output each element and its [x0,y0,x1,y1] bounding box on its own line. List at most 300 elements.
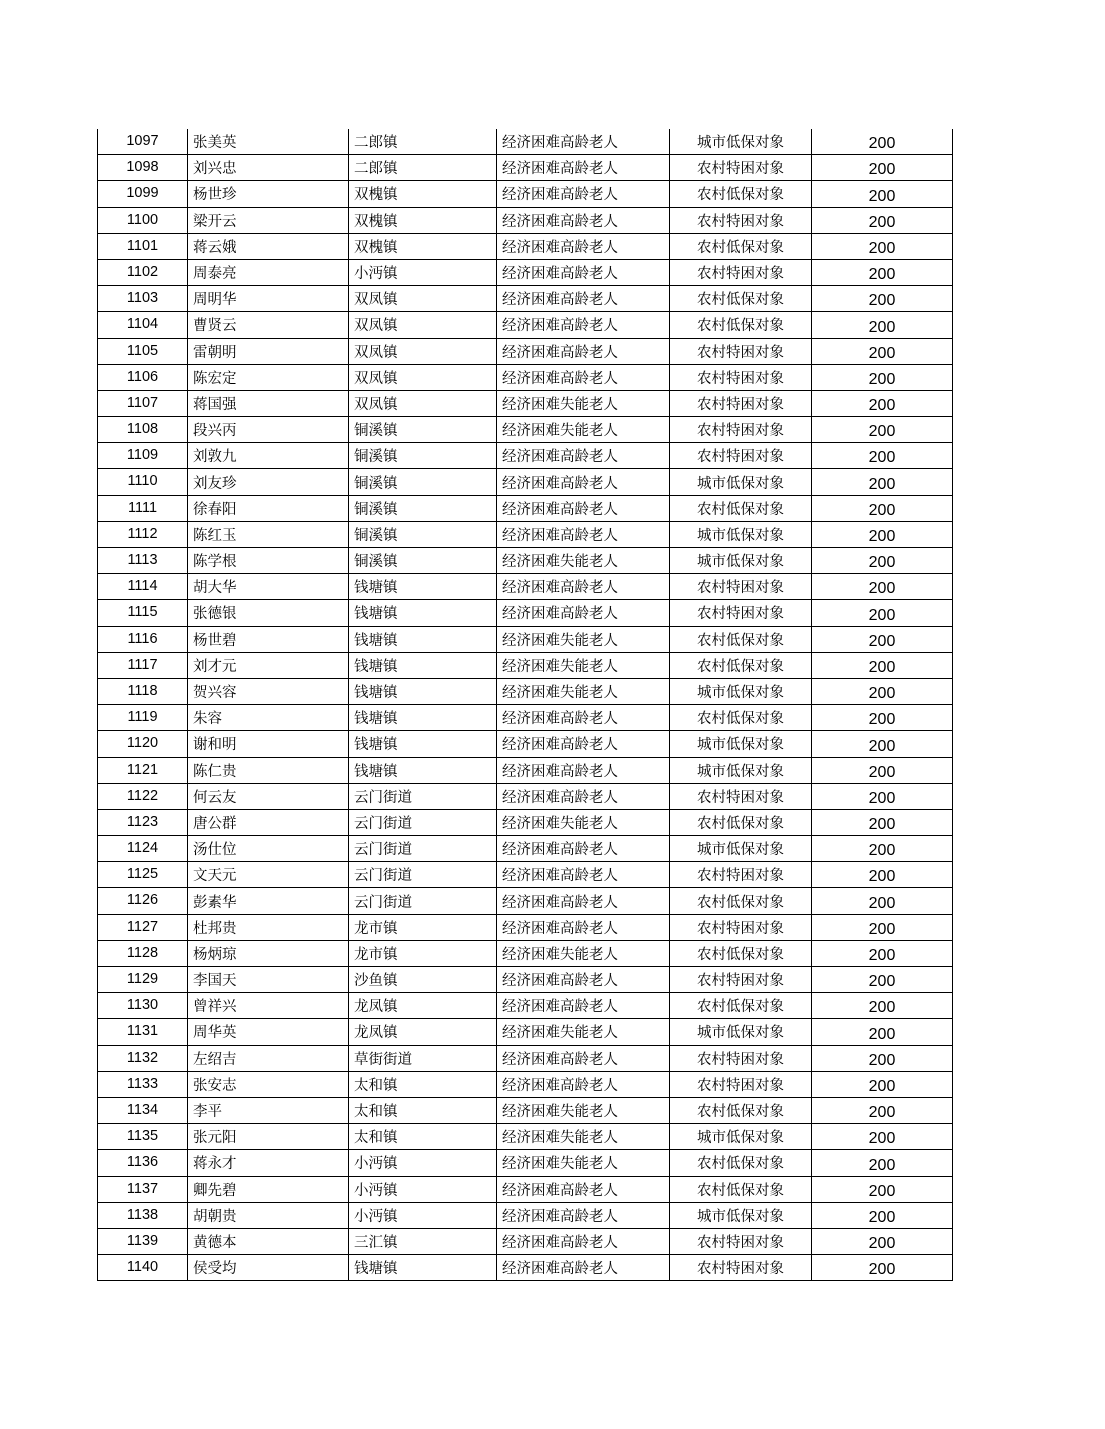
recipient-type-cell: 农村特困对象 [670,390,812,416]
category-cell: 经济困难高龄老人 [497,207,670,233]
amount-cell: 200 [812,548,953,574]
category-cell: 经济困难失能老人 [497,1019,670,1045]
name-cell: 曹贤云 [188,312,349,338]
amount-cell: 200 [868,1261,896,1279]
category-cell: 经济困难失能老人 [497,940,670,966]
category-cell: 经济困难失能老人 [497,1150,670,1176]
amount-cell: 200 [812,626,953,652]
recipient-type-cell: 农村特困对象 [670,1228,812,1254]
town-cell: 太和镇 [349,1071,497,1097]
amount-cell: 200 [812,967,953,993]
category-cell: 经济困难高龄老人 [497,993,670,1019]
table-row [98,469,953,495]
town-cell: 铜溪镇 [349,548,497,574]
town-cell: 钱塘镇 [349,626,497,652]
amount-cell: 200 [812,836,953,862]
table-row [98,1124,953,1150]
name-cell: 朱容 [188,705,349,731]
name-cell: 徐春阳 [188,495,349,521]
name-cell: 蒋国强 [188,390,349,416]
town-cell: 钱塘镇 [349,757,497,783]
category-cell: 经济困难高龄老人 [497,443,670,469]
name-cell: 张安志 [188,1071,349,1097]
town-cell: 沙鱼镇 [349,967,497,993]
row-number-cell: 1099 [98,181,188,207]
category-cell: 经济困难高龄老人 [497,705,670,731]
recipient-type-cell: 农村特困对象 [670,862,812,888]
amount-cell: 200 [812,862,953,888]
category-cell: 经济困难失能老人 [497,417,670,443]
recipient-type-cell: 农村低保对象 [670,888,812,914]
amount-cell: 200 [812,783,953,809]
name-cell: 周泰亮 [188,259,349,285]
row-number-cell: 1136 [98,1150,188,1176]
row-number-cell: 1122 [98,783,188,809]
row-number-cell: 1124 [98,836,188,862]
amount-cell: 200 [812,809,953,835]
row-number-cell: 1132 [98,1045,188,1071]
row-number-cell: 1114 [98,574,188,600]
category-cell: 经济困难高龄老人 [497,783,670,809]
table-row [98,757,953,783]
table-row [98,1202,953,1228]
town-cell: 龙市镇 [349,914,497,940]
table-row [98,836,953,862]
row-number-cell: 1126 [98,888,188,914]
recipient-type-cell: 农村特困对象 [670,155,812,181]
recipient-type-cell: 农村低保对象 [670,1150,812,1176]
table-row [98,521,953,547]
category-cell: 经济困难高龄老人 [497,862,670,888]
recipient-type-cell: 城市低保对象 [670,678,812,704]
row-number-cell: 1104 [98,312,188,338]
amount-cell: 200 [812,574,953,600]
amount-cell: 200 [812,417,953,443]
name-cell: 卿先碧 [188,1176,349,1202]
category-cell: 经济困难高龄老人 [497,521,670,547]
table-row [98,967,953,993]
name-cell: 文天元 [188,862,349,888]
name-cell: 陈仁贵 [188,757,349,783]
amount-cell: 200 [812,1019,953,1045]
table-row [98,338,953,364]
category-cell: 经济困难失能老人 [497,809,670,835]
recipient-type-cell: 农村特困对象 [670,364,812,390]
name-cell: 李国天 [188,967,349,993]
recipient-type-cell: 城市低保对象 [670,1019,812,1045]
town-cell: 钱塘镇 [349,574,497,600]
recipient-type-cell: 城市低保对象 [670,548,812,574]
name-cell: 周华英 [188,1019,349,1045]
recipient-type-cell: 农村特困对象 [670,914,812,940]
amount-cell: 200 [812,129,953,155]
recipient-type-cell: 城市低保对象 [670,1202,812,1228]
row-number-cell: 1112 [98,521,188,547]
table-row [98,495,953,521]
amount-cell: 200 [812,757,953,783]
name-cell: 陈红玉 [188,521,349,547]
town-cell: 铜溪镇 [349,443,497,469]
amount-cell: 200 [812,993,953,1019]
recipient-type-cell: 农村低保对象 [670,181,812,207]
amount-cell: 200 [812,469,953,495]
town-cell: 云门街道 [349,836,497,862]
category-cell: 经济困难高龄老人 [497,312,670,338]
amount-cell: 200 [812,1124,953,1150]
row-number-cell: 1131 [98,1019,188,1045]
table-row [98,207,953,233]
town-cell: 小沔镇 [349,1150,497,1176]
town-cell: 钱塘镇 [349,731,497,757]
category-cell: 经济困难高龄老人 [497,181,670,207]
category-cell: 经济困难高龄老人 [497,757,670,783]
row-number-cell: 1105 [98,338,188,364]
row-number-cell: 1130 [98,993,188,1019]
name-cell: 贺兴容 [188,678,349,704]
town-cell: 铜溪镇 [349,495,497,521]
row-number-cell: 1134 [98,1097,188,1123]
town-cell: 双凤镇 [349,338,497,364]
amount-cell: 200 [812,678,953,704]
recipient-type-cell: 农村低保对象 [670,1176,812,1202]
category-cell: 经济困难失能老人 [497,678,670,704]
row-number-cell: 1135 [98,1124,188,1150]
category-cell: 经济困难高龄老人 [497,1071,670,1097]
amount-cell: 200 [812,914,953,940]
amount-cell: 200 [812,940,953,966]
recipient-type-cell: 农村低保对象 [670,652,812,678]
recipient-type-cell: 城市低保对象 [670,129,812,155]
row-number-cell: 1128 [98,940,188,966]
category-cell: 经济困难失能老人 [497,1097,670,1123]
name-cell: 张美英 [188,129,349,155]
category-cell: 经济困难高龄老人 [497,233,670,259]
name-cell: 谢和明 [188,731,349,757]
table-row [98,731,953,757]
amount-cell: 200 [812,1202,953,1228]
recipient-type-cell: 农村低保对象 [670,940,812,966]
amount-cell: 200 [812,338,953,364]
amount-cell: 200 [812,1097,953,1123]
amount-cell: 200 [812,259,953,285]
table-row [98,652,953,678]
name-cell: 张元阳 [188,1124,349,1150]
row-number-cell: 1100 [98,207,188,233]
row-number-cell: 1103 [98,286,188,312]
category-cell: 经济困难高龄老人 [497,1176,670,1202]
recipient-type-cell: 农村特困对象 [670,207,812,233]
table-row [98,417,953,443]
amount-cell: 200 [812,521,953,547]
name-cell: 梁开云 [188,207,349,233]
row-number-cell: 1123 [98,809,188,835]
row-number-cell: 1113 [98,548,188,574]
row-number-cell: 1109 [98,443,188,469]
row-number-cell: 1116 [98,626,188,652]
name-cell: 何云友 [188,783,349,809]
recipient-type-cell: 农村特困对象 [670,1045,812,1071]
name-cell: 唐公群 [188,809,349,835]
amount-cell: 200 [812,1176,953,1202]
name-cell: 刘敦九 [188,443,349,469]
recipient-type-cell: 农村低保对象 [670,286,812,312]
table-row [98,940,953,966]
amount-cell: 200 [812,600,953,626]
row-number-cell: 1118 [98,678,188,704]
town-cell: 三汇镇 [349,1228,497,1254]
recipient-type-cell: 农村特困对象 [670,574,812,600]
name-cell: 陈学根 [188,548,349,574]
town-cell: 双槐镇 [349,207,497,233]
table-row [98,1097,953,1123]
name-cell: 彭素华 [188,888,349,914]
town-cell: 双槐镇 [349,233,497,259]
name-cell: 雷朝明 [188,338,349,364]
town-cell: 钱塘镇 [349,1255,497,1281]
row-number-cell: 1139 [98,1228,188,1254]
amount-cell: 200 [812,1228,953,1254]
row-number-cell: 1120 [98,731,188,757]
town-cell: 双凤镇 [349,390,497,416]
row-number-cell: 1137 [98,1176,188,1202]
table-row [98,1150,953,1176]
table-row [98,914,953,940]
name-cell: 陈宏定 [188,364,349,390]
recipient-type-cell: 农村特困对象 [670,1071,812,1097]
town-cell: 太和镇 [349,1124,497,1150]
category-cell: 经济困难高龄老人 [497,364,670,390]
town-cell: 双凤镇 [349,286,497,312]
row-number-cell: 1119 [98,705,188,731]
row-number-cell: 1110 [98,469,188,495]
town-cell: 双槐镇 [349,181,497,207]
table-row [98,626,953,652]
recipient-type-cell: 城市低保对象 [670,469,812,495]
row-number-cell: 1138 [98,1202,188,1228]
table-row [98,574,953,600]
amount-cell: 200 [812,364,953,390]
table-row [98,705,953,731]
recipient-type-cell: 农村低保对象 [670,626,812,652]
table-row [98,600,953,626]
category-cell: 经济困难高龄老人 [497,259,670,285]
table-row [98,1019,953,1045]
amount-cell: 200 [812,390,953,416]
town-cell: 云门街道 [349,809,497,835]
town-cell: 铜溪镇 [349,417,497,443]
town-cell: 二郎镇 [349,155,497,181]
recipient-type-cell: 农村特困对象 [670,338,812,364]
recipient-type-cell: 农村特困对象 [670,967,812,993]
table-row [98,993,953,1019]
town-cell: 云门街道 [349,862,497,888]
amount-cell: 200 [812,652,953,678]
town-cell: 草街街道 [349,1045,497,1071]
row-number-cell: 1117 [98,652,188,678]
recipient-type-cell: 农村低保对象 [670,809,812,835]
amount-cell: 200 [812,155,953,181]
category-cell: 经济困难高龄老人 [497,286,670,312]
row-number-cell: 1101 [98,233,188,259]
recipient-type-cell: 农村特困对象 [670,783,812,809]
row-number-cell: 1097 [98,129,188,155]
row-number-cell: 1127 [98,914,188,940]
amount-cell: 200 [812,495,953,521]
name-cell: 刘友珍 [188,469,349,495]
town-cell: 云门街道 [349,888,497,914]
category-cell: 经济困难失能老人 [497,390,670,416]
subsidy-table [97,129,953,1281]
amount-cell: 200 [812,312,953,338]
amount-cell: 200 [812,1045,953,1071]
recipient-type-cell: 农村低保对象 [670,1097,812,1123]
category-cell: 经济困难高龄老人 [497,1045,670,1071]
table-row [98,390,953,416]
town-cell: 钱塘镇 [349,678,497,704]
table-row [98,312,953,338]
recipient-type-cell: 城市低保对象 [670,1124,812,1150]
name-cell: 黄德本 [188,1228,349,1254]
recipient-type-cell: 城市低保对象 [670,731,812,757]
name-cell: 李平 [188,1097,349,1123]
category-cell: 经济困难高龄老人 [497,888,670,914]
recipient-type-cell: 农村特困对象 [670,417,812,443]
amount-cell: 200 [812,233,953,259]
amount-cell: 200 [812,181,953,207]
category-cell: 经济困难高龄老人 [497,469,670,495]
town-cell: 小沔镇 [349,259,497,285]
table-row [98,129,953,155]
recipient-type-cell: 农村特困对象 [670,1255,812,1281]
table-row [98,1176,953,1202]
name-cell: 左绍吉 [188,1045,349,1071]
category-cell: 经济困难高龄老人 [497,155,670,181]
amount-cell: 200 [812,705,953,731]
row-number-cell: 1133 [98,1071,188,1097]
category-cell: 经济困难失能老人 [497,652,670,678]
town-cell: 二郎镇 [349,129,497,155]
row-number-cell: 1115 [98,600,188,626]
town-cell: 龙凤镇 [349,1019,497,1045]
name-cell: 刘才元 [188,652,349,678]
name-cell: 蒋云娥 [188,233,349,259]
amount-cell: 200 [812,286,953,312]
row-number-cell: 1102 [98,259,188,285]
category-cell: 经济困难失能老人 [497,626,670,652]
name-cell: 杨世碧 [188,626,349,652]
town-cell: 双凤镇 [349,364,497,390]
recipient-type-cell: 农村低保对象 [670,705,812,731]
recipient-type-cell: 农村低保对象 [670,993,812,1019]
recipient-type-cell: 农村低保对象 [670,312,812,338]
name-cell: 侯受均 [188,1255,349,1281]
town-cell: 双凤镇 [349,312,497,338]
amount-cell: 200 [812,731,953,757]
name-cell: 杜邦贵 [188,914,349,940]
name-cell: 胡大华 [188,574,349,600]
row-number-cell: 1125 [98,862,188,888]
name-cell: 刘兴忠 [188,155,349,181]
name-cell: 杨炳琼 [188,940,349,966]
town-cell: 铜溪镇 [349,521,497,547]
row-number-cell: 1111 [98,495,188,521]
table-body [98,129,953,1281]
row-number-cell: 1098 [98,155,188,181]
table-row [98,233,953,259]
recipient-type-cell: 城市低保对象 [670,757,812,783]
town-cell: 龙市镇 [349,940,497,966]
table-row [98,443,953,469]
name-cell: 张德银 [188,600,349,626]
table-row [98,1228,953,1254]
name-cell: 胡朝贵 [188,1202,349,1228]
row-number-cell: 1129 [98,967,188,993]
category-cell: 经济困难高龄老人 [497,914,670,940]
town-cell: 铜溪镇 [349,469,497,495]
table-row [98,1255,953,1281]
recipient-type-cell: 农村低保对象 [670,233,812,259]
recipient-type-cell: 农村特困对象 [670,600,812,626]
town-cell: 钱塘镇 [349,652,497,678]
row-number-cell: 1121 [98,757,188,783]
table-row [98,548,953,574]
category-cell: 经济困难高龄老人 [497,1228,670,1254]
name-cell: 杨世珍 [188,181,349,207]
table-row [98,364,953,390]
table-row [98,181,953,207]
town-cell: 云门街道 [349,783,497,809]
town-cell: 小沔镇 [349,1202,497,1228]
recipient-type-cell: 农村低保对象 [670,495,812,521]
name-cell: 曾祥兴 [188,993,349,1019]
table-row [98,259,953,285]
category-cell: 经济困难失能老人 [497,1124,670,1150]
table-row [98,1045,953,1071]
town-cell: 太和镇 [349,1097,497,1123]
row-number-cell: 1140 [98,1255,188,1281]
amount-cell: 200 [812,443,953,469]
name-cell: 汤仕位 [188,836,349,862]
town-cell: 龙凤镇 [349,993,497,1019]
category-cell: 经济困难失能老人 [497,548,670,574]
row-number-cell: 1106 [98,364,188,390]
table-row [98,862,953,888]
table-row [98,809,953,835]
category-cell: 经济困难高龄老人 [497,836,670,862]
table-row [98,286,953,312]
name-cell: 蒋永才 [188,1150,349,1176]
recipient-type-cell: 农村特困对象 [670,259,812,285]
recipient-type-cell: 城市低保对象 [670,521,812,547]
category-cell: 经济困难高龄老人 [497,967,670,993]
table-row [98,783,953,809]
category-cell: 经济困难高龄老人 [497,600,670,626]
category-cell: 经济困难高龄老人 [497,338,670,364]
recipient-type-cell: 城市低保对象 [670,836,812,862]
amount-cell: 200 [812,1071,953,1097]
row-number-cell: 1108 [98,417,188,443]
name-cell: 段兴丙 [188,417,349,443]
recipient-type-cell: 农村特困对象 [670,443,812,469]
category-cell: 经济困难高龄老人 [497,1255,670,1281]
category-cell: 经济困难高龄老人 [497,495,670,521]
town-cell: 小沔镇 [349,1176,497,1202]
town-cell: 钱塘镇 [349,705,497,731]
table-row [98,155,953,181]
category-cell: 经济困难高龄老人 [497,129,670,155]
category-cell: 经济困难高龄老人 [497,1202,670,1228]
name-cell: 周明华 [188,286,349,312]
